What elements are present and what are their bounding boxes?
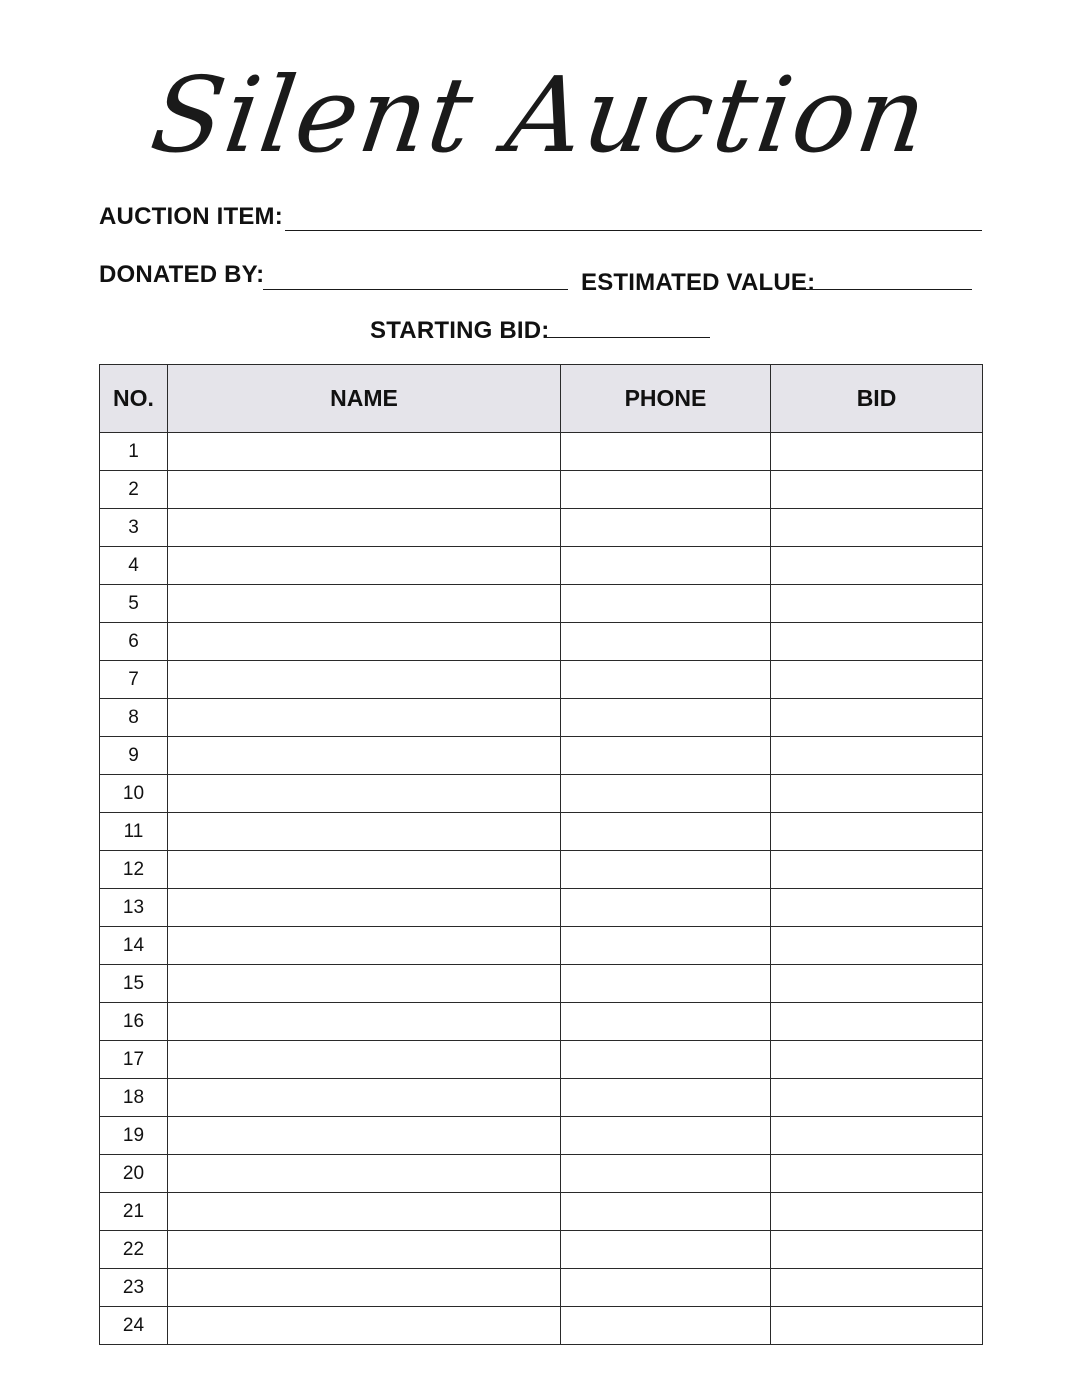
- row-number: 17: [100, 1041, 168, 1079]
- phone-cell[interactable]: [561, 1079, 771, 1117]
- bid-cell[interactable]: [771, 737, 983, 775]
- phone-cell[interactable]: [561, 661, 771, 699]
- phone-cell[interactable]: [561, 623, 771, 661]
- bid-cell[interactable]: [771, 1269, 983, 1307]
- row-number: 4: [100, 547, 168, 585]
- name-cell[interactable]: [168, 775, 561, 813]
- name-cell[interactable]: [168, 509, 561, 547]
- bid-cell[interactable]: [771, 1193, 983, 1231]
- name-cell[interactable]: [168, 661, 561, 699]
- name-cell[interactable]: [168, 547, 561, 585]
- bid-cell[interactable]: [771, 1155, 983, 1193]
- table-row: [100, 1231, 983, 1269]
- donated-by-label: DONATED BY:: [99, 261, 265, 288]
- name-cell[interactable]: [168, 1307, 561, 1345]
- row-number: 13: [100, 889, 168, 927]
- name-cell[interactable]: [168, 1117, 561, 1155]
- phone-cell[interactable]: [561, 433, 771, 471]
- phone-cell[interactable]: [561, 965, 771, 1003]
- phone-cell[interactable]: [561, 851, 771, 889]
- table-row: [100, 1079, 983, 1117]
- table-row: [100, 737, 983, 775]
- row-number: 16: [100, 1003, 168, 1041]
- table-row: [100, 1155, 983, 1193]
- row-number: 7: [100, 661, 168, 699]
- bid-cell[interactable]: [771, 623, 983, 661]
- name-cell[interactable]: [168, 851, 561, 889]
- phone-cell[interactable]: [561, 1231, 771, 1269]
- starting-bid-field[interactable]: [545, 337, 710, 338]
- phone-cell[interactable]: [561, 1193, 771, 1231]
- table-row: [100, 661, 983, 699]
- row-number: 20: [100, 1155, 168, 1193]
- table-row: [100, 547, 983, 585]
- row-number: 14: [100, 927, 168, 965]
- table-row: [100, 1003, 983, 1041]
- name-cell[interactable]: [168, 471, 561, 509]
- auction-item-label: AUCTION ITEM:: [99, 203, 283, 230]
- starting-bid-label: STARTING BID:: [370, 317, 550, 344]
- table-row: [100, 1307, 983, 1345]
- phone-cell[interactable]: [561, 813, 771, 851]
- name-cell[interactable]: [168, 813, 561, 851]
- estimated-value-label: ESTIMATED VALUE:: [581, 269, 816, 296]
- bid-cell[interactable]: [771, 775, 983, 813]
- bid-cell[interactable]: [771, 1231, 983, 1269]
- bid-cell[interactable]: [771, 699, 983, 737]
- bid-cell[interactable]: [771, 471, 983, 509]
- bid-cell[interactable]: [771, 1041, 983, 1079]
- bid-cell[interactable]: [771, 1117, 983, 1155]
- table-row: [100, 1269, 983, 1307]
- table-row: [100, 889, 983, 927]
- bid-cell[interactable]: [771, 889, 983, 927]
- row-number: 2: [100, 471, 168, 509]
- name-cell[interactable]: [168, 433, 561, 471]
- phone-cell[interactable]: [561, 547, 771, 585]
- row-number: 11: [100, 813, 168, 851]
- table-row: [100, 813, 983, 851]
- header-phone: PHONE: [561, 365, 771, 433]
- name-cell[interactable]: [168, 1193, 561, 1231]
- bid-cell[interactable]: [771, 509, 983, 547]
- name-cell[interactable]: [168, 1079, 561, 1117]
- table-row: [100, 965, 983, 1003]
- phone-cell[interactable]: [561, 889, 771, 927]
- row-number: 3: [100, 509, 168, 547]
- table-row: [100, 585, 983, 623]
- table-row: [100, 471, 983, 509]
- name-cell[interactable]: [168, 699, 561, 737]
- row-number: 1: [100, 433, 168, 471]
- name-cell[interactable]: [168, 1269, 561, 1307]
- bid-table: [99, 364, 983, 1345]
- header-name: NAME: [168, 365, 561, 433]
- row-number: 15: [100, 965, 168, 1003]
- phone-cell[interactable]: [561, 509, 771, 547]
- phone-cell[interactable]: [561, 1003, 771, 1041]
- row-number: 6: [100, 623, 168, 661]
- name-cell[interactable]: [168, 927, 561, 965]
- phone-cell[interactable]: [561, 1307, 771, 1345]
- row-number: 12: [100, 851, 168, 889]
- bid-cell[interactable]: [771, 433, 983, 471]
- row-number: 24: [100, 1307, 168, 1345]
- row-number: 10: [100, 775, 168, 813]
- row-number: 21: [100, 1193, 168, 1231]
- header-bid: BID: [771, 365, 983, 433]
- table-row: [100, 1117, 983, 1155]
- phone-cell[interactable]: [561, 1117, 771, 1155]
- bid-cell[interactable]: [771, 813, 983, 851]
- bid-cell[interactable]: [771, 585, 983, 623]
- name-cell[interactable]: [168, 737, 561, 775]
- table-row: [100, 433, 983, 471]
- row-number: 8: [100, 699, 168, 737]
- name-cell[interactable]: [168, 965, 561, 1003]
- row-number: 22: [100, 1231, 168, 1269]
- donated-by-field[interactable]: [263, 289, 568, 290]
- bid-cell[interactable]: [771, 965, 983, 1003]
- phone-cell[interactable]: [561, 775, 771, 813]
- phone-cell[interactable]: [561, 1155, 771, 1193]
- phone-cell[interactable]: [561, 1041, 771, 1079]
- table-row: [100, 623, 983, 661]
- bid-cell[interactable]: [771, 547, 983, 585]
- row-number: 9: [100, 737, 168, 775]
- bid-cell[interactable]: [771, 851, 983, 889]
- table-row: [100, 927, 983, 965]
- table-row: [100, 509, 983, 547]
- row-number: 5: [100, 585, 168, 623]
- table-row: [100, 1041, 983, 1079]
- header-no: NO.: [100, 365, 168, 433]
- phone-cell[interactable]: [561, 737, 771, 775]
- table-row: [100, 775, 983, 813]
- bid-cell[interactable]: [771, 927, 983, 965]
- phone-cell[interactable]: [561, 1269, 771, 1307]
- name-cell[interactable]: [168, 585, 561, 623]
- bid-cell[interactable]: [771, 1003, 983, 1041]
- table-row: [100, 1193, 983, 1231]
- phone-cell[interactable]: [561, 699, 771, 737]
- row-number: 23: [100, 1269, 168, 1307]
- name-cell[interactable]: [168, 889, 561, 927]
- name-cell[interactable]: [168, 1231, 561, 1269]
- table-row: [100, 699, 983, 737]
- row-number: 19: [100, 1117, 168, 1155]
- page-title: Silent Auction: [144, 54, 936, 176]
- bid-cell[interactable]: [771, 661, 983, 699]
- name-cell[interactable]: [168, 1155, 561, 1193]
- name-cell[interactable]: [168, 1041, 561, 1079]
- estimated-value-field[interactable]: [806, 289, 972, 290]
- name-cell[interactable]: [168, 1003, 561, 1041]
- row-number: 18: [100, 1079, 168, 1117]
- auction-item-field[interactable]: [285, 230, 982, 231]
- bid-cell[interactable]: [771, 1307, 983, 1345]
- phone-cell[interactable]: [561, 471, 771, 509]
- name-cell[interactable]: [168, 623, 561, 661]
- phone-cell[interactable]: [561, 927, 771, 965]
- table-header-row: [100, 365, 983, 433]
- table-row: [100, 851, 983, 889]
- phone-cell[interactable]: [561, 585, 771, 623]
- bid-cell[interactable]: [771, 1079, 983, 1117]
